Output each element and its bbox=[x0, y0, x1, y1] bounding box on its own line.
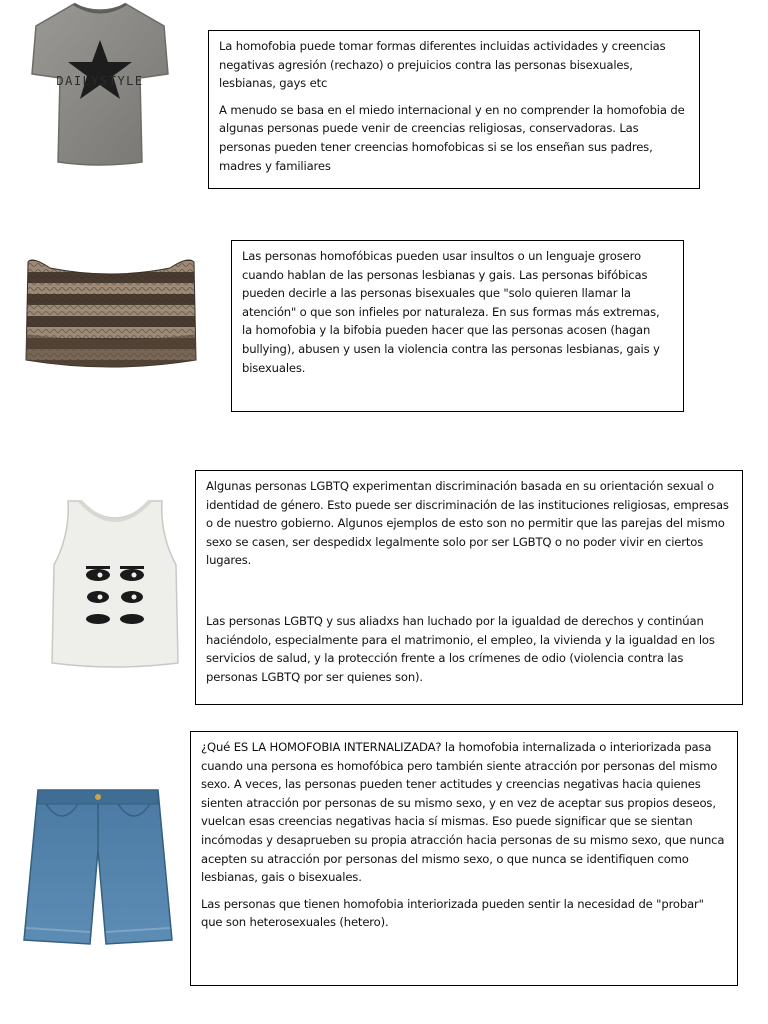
box1-paragraph-2: A menudo se basa en el miedo internacional y en no comprender la homofobia de algunas personas puede venir de creencias religiosas, conservadoras. Las personas pueden tener creencias homofobicas si se los enseñan sus padres, madres y familiares bbox=[219, 102, 685, 173]
gray-tshirt-image bbox=[28, 0, 172, 170]
paragraph-spacer bbox=[206, 578, 732, 612]
lgbtq-discrimination-box bbox=[195, 470, 743, 705]
box4-paragraph-2: Las personas que tienen homofobia interiorizada pueden sentir la necesidad de "probar" que son heterosexuales (hetero). bbox=[201, 896, 704, 930]
box3-paragraph-2: Las personas LGBTQ y sus aliadxs han luchado por la igualdad de derechos y continúan haciéndolo, especialmente para el matrimonio, el empleo, la vivienda y la igualdad en los servicios de salud, y la protección frente a los crímenes de odio (violencia contra las personas LGBTQ por ser quienes son). bbox=[206, 613, 715, 684]
box2-paragraph-1: Las personas homofóbicas pueden usar insultos o un lenguaje grosero cuando hablan de las personas lesbianas y gais. Las personas bifóbicas pueden decirle a las personas bisexuales que "solo quieren llamar la atención" o que son infieles por naturaleza. En sus formas más extremas, la homofobia y la bifobia pueden hacer que las personas acosen (hagan bullying), abusen y usen la violencia contra las personas lesbianas, gais y bisexuales. bbox=[242, 249, 660, 375]
white-tank-top-image bbox=[40, 495, 190, 670]
box3-paragraph-1: Algunas personas LGBTQ experimentan discriminación basada en su orientación sexual o identidad de género. Esto puede ser discriminación de las instituciones religiosas, empresas o de nuestro gobierno. Algunos ejemplos de esto son no permitir que las parejas del mismo sexo se casen, ser despedidx legalmente solo por ser LGBTQ o no poder vivir en ciertos lugares. bbox=[206, 479, 729, 568]
homophobic-behavior-box bbox=[231, 240, 684, 412]
internalized-homophobia-box bbox=[190, 731, 738, 986]
homophobia-definition-box bbox=[208, 30, 700, 189]
box4-paragraph-1: ¿Qué ES LA HOMOFOBIA INTERNALIZADA? la homofobia internalizada o interiorizada pasa cuando una persona es homofóbica pero también siente atracción por personas del mismo sexo. A veces, las personas pueden tener actitudes y creencias negativas hacia quienes sienten atracción por personas de su mismo sexo, y en vez de aceptar sus propios deseos, vuelcan esas creencias negativas hacia sí mismas. Eso puede significar que se sientan incómodas y desaprueben su propia atracción hacia personas de su mismo sexo, que nunca acepten su atracción por personas del mismo sexo, o que nunca se identifiquen como lesbianas, gais o bisexuales. bbox=[201, 740, 725, 885]
denim-shorts-image bbox=[18, 780, 178, 950]
shorts-button bbox=[95, 794, 101, 800]
knit-beanie-image bbox=[20, 250, 200, 390]
box1-paragraph-1: La homofobia puede tomar formas diferentes incluidas actividades y creencias negativas agresión (rechazo) o prejuicios contra las personas bisexuales, lesbianas, gays etc bbox=[219, 39, 666, 91]
tank-body bbox=[52, 501, 178, 667]
tshirt-print-text: DAILYSTYLE bbox=[56, 74, 144, 88]
